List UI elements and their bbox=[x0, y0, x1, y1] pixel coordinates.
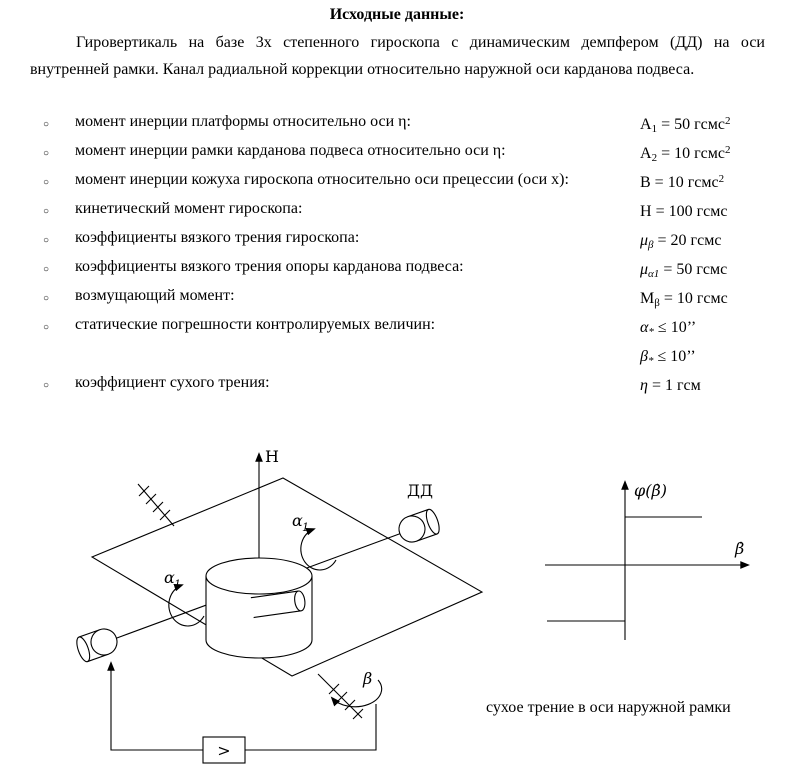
feedback-line-right bbox=[245, 704, 376, 750]
parameter-row bbox=[30, 228, 765, 257]
parameter-value: $A_1 = 50$ гсмс$^2$ bbox=[640, 115, 731, 135]
bullet-icon: ○ bbox=[43, 264, 50, 275]
outer-axis-bearing-bottom bbox=[318, 674, 363, 719]
bullet-icon: ○ bbox=[43, 177, 50, 188]
label-dd: ДД bbox=[407, 481, 434, 500]
parameter-value: $\mu_{\alpha 1} = 50$ гсмс bbox=[640, 261, 728, 280]
parameter-value: $A_2 = 10$ гсмс$^2$ bbox=[640, 144, 731, 164]
bullet-icon: ○ bbox=[43, 322, 50, 333]
parameter-label: коэффициенты вязкого трения опоры карданова подвеса: bbox=[75, 258, 464, 275]
parameter-value: $\alpha_* \le 10$’’ bbox=[640, 319, 697, 338]
parameter-value: $M_\beta = 10$ гсмс bbox=[640, 290, 728, 309]
parameter-label: возмущающий момент: bbox=[75, 287, 235, 304]
damper-left bbox=[74, 625, 120, 663]
label-h-axis: H bbox=[265, 447, 279, 466]
parameter-value: B = 10 гсмс$^2$ bbox=[640, 173, 725, 191]
parameter-label: момент инерции кожуха гироскопа относительно оси прецессии (оси x): bbox=[75, 171, 569, 188]
parameter-value: H = 100 гсмс bbox=[640, 203, 728, 220]
bullet-icon: ○ bbox=[43, 206, 50, 217]
diagrams-canvas bbox=[0, 430, 794, 779]
parameter-row bbox=[30, 199, 765, 228]
parameter-label: коэффициент сухого трения: bbox=[75, 374, 270, 391]
parameter-row bbox=[30, 112, 765, 141]
comparator-symbol: > bbox=[217, 741, 231, 760]
bullet-icon: ○ bbox=[43, 148, 50, 159]
label-alpha1-top-sub: 1 bbox=[302, 521, 309, 534]
label-alpha1-left: α bbox=[164, 568, 175, 587]
label-alpha1-top: α bbox=[292, 511, 303, 530]
parameters-list bbox=[30, 112, 765, 402]
label-beta: β bbox=[363, 669, 373, 688]
label-alpha1-left-sub: 1 bbox=[174, 578, 181, 591]
parameter-label: момент инерции платформы относительно оси η: bbox=[75, 113, 411, 130]
parameter-row bbox=[30, 286, 765, 315]
parameter-row bbox=[30, 141, 765, 170]
feedback-line-left bbox=[111, 663, 203, 750]
plot-ylabel: φ(β̇) bbox=[634, 481, 667, 500]
page-title: Исходные данные: bbox=[329, 6, 465, 23]
plot-caption: сухое трение в оси наружной рамки bbox=[486, 699, 731, 716]
parameter-row bbox=[30, 170, 765, 199]
outer-axis-bearing-top bbox=[138, 484, 174, 526]
parameter-label: кинетический момент гироскопа: bbox=[75, 200, 303, 217]
plot-xlabel: β̇ bbox=[735, 539, 745, 558]
parameter-value: $\mu_\beta = 20$ гсмс bbox=[640, 232, 722, 251]
parameter-row bbox=[30, 373, 765, 402]
beta-arrow bbox=[332, 680, 382, 707]
parameter-value: η = 1 гсм bbox=[640, 377, 701, 394]
damper-right bbox=[395, 508, 441, 546]
bullet-icon: ○ bbox=[43, 119, 50, 130]
parameter-row bbox=[30, 257, 765, 286]
bullet-icon: ○ bbox=[43, 235, 50, 246]
bullet-icon: ○ bbox=[43, 293, 50, 304]
parameter-label: коэффициенты вязкого трения гироскопа: bbox=[75, 229, 360, 246]
bullet-icon: ○ bbox=[43, 380, 50, 391]
parameter-label: статические погрешности контролируемых величин: bbox=[75, 316, 436, 333]
parameter-value: $\beta_* \le 10$’’ bbox=[640, 348, 696, 367]
parameter-row bbox=[30, 344, 765, 373]
parameter-row bbox=[30, 315, 765, 344]
friction-plot bbox=[545, 482, 748, 640]
gyro-housing-cylinder bbox=[206, 558, 312, 658]
parameter-label: момент инерции рамки карданова подвеса относительно оси η: bbox=[75, 142, 506, 159]
intro-paragraph: Гировертикаль на базе 3х степенного гироскопа с динамическим демпфером (ДД) на оси внутренней рамки. Канал радиальной коррекции относительно наружной оси карданова подвеса. bbox=[30, 34, 765, 78]
